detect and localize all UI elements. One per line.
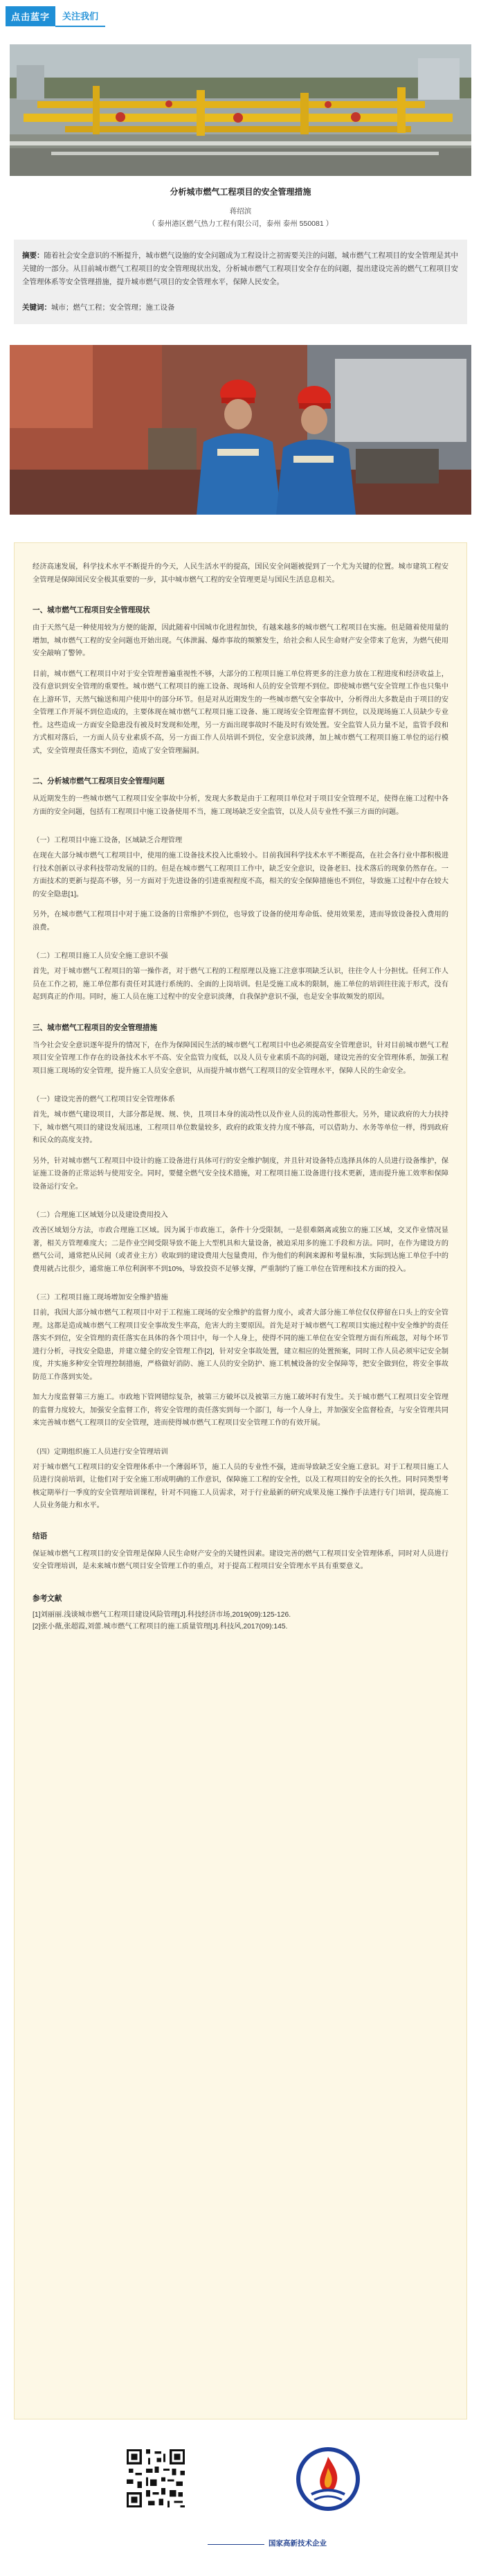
paragraph: 另外，在城市燃气工程项目中对于施工设备的日常维护不到位，也导致了设备的使用寿命低、使用效果差，进而导致设备投入费用的浪费。: [33, 911, 448, 932]
intro-paragraph: 经济高速发展，科学技术水平不断提升的今天，人民生活水平的提高，国民安全问题被提到了一个尤为关键的位置。城市建筑工程安全管理是保障国民安全极其重要的一步，其中城市燃气工程的安全管理更是与国民生活息息相关。: [33, 563, 448, 584]
abstract: [22, 249, 459, 289]
paragraph: 加大力度监督第三方施工。市政地下管网错综复杂，被第三方破坏以及被第三方施工破坏时有发生。关于城市燃气工程项目安全管理的监督力度较大，加强安全监督工作，将安全管理的责任落实到每一个部门，每一个人身上，并加强安全监督检查，与安全管理共同来完善城市燃气工程项目的安全管理，进而使得城市燃气工程项目安全管理工作的有效开展。: [33, 1394, 448, 1427]
top-bar: [0, 0, 481, 28]
workers-photo: [10, 345, 471, 515]
paragraph: 首先，对于城市燃气工程项目的第一操作者，对于燃气工程的工程原理以及施工注意事项缺乏认识，往往令人十分担忧。任何工作人员在工作之初，施工单位都有责任对其进行系统的、全面的上岗培训。但是受施工成本的限制，施工单位的培训往往流于形式，没有起到真正的作用。同时，施工人员在施工过程中的安全意识淡薄，自我保护意识不强，也是安全事故频发的原因。: [33, 968, 448, 1001]
subsection-heading: （一）工程项目中施工设备，区域缺乏合理管理: [33, 837, 183, 844]
conclusion-heading: 结语: [33, 1531, 48, 1540]
keywords: [22, 301, 459, 314]
subsection-heading: （四）定期组织施工人员进行安全管理培训: [33, 1448, 168, 1456]
keywords-text: 城市；燃气工程；安全管理；施工设备: [51, 303, 175, 312]
paragraph: 改善区域划分方法，市政合理施工区域。因为属于市政施工，条件十分受限制，一是很难隔离或独立的施工区域，交叉作业情况显著，相关方管理难度大；二是作业空间受限导致不能上大型机具和大量设备，被迫采用多的施工手段和方法。同时，在作为建设方的燃气公司，通常把从民间（或者业主方）收取到的建设费用大包量费用，作为他们的利润来源和考量标准，实际到达施工单位手中的费用就占比很少，通常施工单位利润率不到10%，导致投资不足够支撑，严重制约了施工单位在管理和技术方面的投入。: [33, 1227, 448, 1273]
paragraph: 另外，针对城市燃气工程项目中设计的施工设备进行具体可行的安全维护制度，并且针对设备特点选择具体的人员进行设备维护，保证施工设备的正常运转与使用安全。同时，要健全燃气安全技术措施，对工程项目施工设备进行技术更新，进而提升施工效率和保障设备运行安全。: [33, 1157, 448, 1191]
paragraph: 对于城市燃气工程项目的安全管理体系中一个薄弱环节，施工人员的专业性不强，进而导致缺乏安全施工意识。对于工程项目施工人员进行岗前培训，让他们对于安全施工形成明确的工作意识，保障施工工程的安全性，以及工程项目的安全的长久性。同时同类型考核定期举行一季度的安全管理培训课程，针对不同施工人员需求，对于行业最新的研究成果及施工操作手法进行专门培训，提高施工人员业务能力和水平。: [33, 1463, 448, 1509]
company-logo-icon: [293, 2444, 363, 2514]
footer: [0, 2440, 481, 2565]
author-name: 蒋绍滨: [229, 207, 252, 215]
reference-item: [1]刘丽丽.浅谈城市燃气工程项目建设风险管理[J].科技经济市场,2019(09):125-126.: [33, 1610, 291, 1619]
click-blue-text-tag[interactable]: 点击蓝字: [6, 6, 55, 26]
paragraph: 首先，城市燃气建设项目，大部分都是规、规、快，且项目本身的流动性以及作业人员的流动性都很大。另外，建议政府的大力扶持下，城市燃气项目的建设发展迅速，工程项目单位数量较多，政府的政策支持力度不够高，可以借助力、水务等单位一样，得到政府和民众的高度支持。: [33, 1111, 448, 1144]
paragraph: 目前，城市燃气工程项目中对于安全管理普遍重视性不够，大部分的工程项目施工单位将更多的注意力放在工程进度和经济收益上，没有意识到安全管理的重要性。城市燃气工程项目的施工设备、现场和人员的安全管理不到位。即使城市燃气安全管理工作也只集中在上游环节，天然气输送和用户使用中的部分环节。但是对从近期发生的一些城市燃气安全事故中，分析得出大多数是由于项目的安全管理工作开展不到位造成的，主要体现在城市燃气工程项目施工设备、施工现场安全管理监督不到位，以及现场施工人员缺少专业性。这些造成一方面安全隐患没有被及时发现和处理，另一方面出现事故时不能及时有效处置。安全监管人员力量不足，监管手段和方式相对落后，一方面人员专业素质不高，另一方面工作人员培训不到位，安全意识淡薄，加上城市燃气工程项目施工单位的运行模式，安全管理责任落实不到位，造成了安全管理漏洞。: [33, 670, 448, 755]
abstract-label: 摘要：: [22, 251, 44, 260]
qr-code-icon[interactable]: [125, 2447, 187, 2510]
section-heading: 二、分析城市燃气工程项目安全管理问题: [33, 777, 165, 785]
subsection-heading: （二）合理施工区域划分以及建设费用投入: [33, 1211, 168, 1219]
paragraph: 从近期发生的一些城市燃气工程项目安全事故中分析，发现大多数是由于工程项目单位对于项目安全管理不足，使得在施工过程中各方面的安全问题，包括有工程项目中施工设备使用不当，施工现场缺乏安全监管，以及人员专业性不强三方面的问题。: [33, 795, 448, 816]
conclusion-paragraph: 保证城市燃气工程项目的安全管理是保障人民生命财产安全的关键性因素。建设完善的燃气工程项目安全管理体系，同时对人员进行安全管理培训，是未来城市燃气项目安全管理工作的重点，对于提高工程项目安全管理水平具有重要意义。: [33, 1549, 448, 1570]
title-block: [0, 186, 481, 229]
paragraph: 在现在大部分城市燃气工程项目中，使用的施工设备技术投入比重较小。目前我国科学技术水平不断提高，在社会各行业中都积极进行技术创新以寻求科技带动发展的目的。但是在城市燃气工程项目工作中，缺乏安全意识，设备老旧、技术落后的现象仍然存在。一方面技术的更新与提高不够，另一方面对于先进设备的引进重视程度不高，相关的安全保障措施也不到位，导致施工过程中存在较大的安全隐患[1]。: [33, 852, 448, 898]
keywords-label: 关键词：: [22, 303, 51, 312]
subsection-heading: （二）工程项目施工人员安全施工意识不强: [33, 952, 168, 960]
subsection-heading: （一）建设完善的燃气工程项目安全管理体系: [33, 1096, 175, 1103]
article-title: 分析城市燃气工程项目的安全管理措施: [170, 187, 311, 197]
section-heading: 三、城市燃气工程项目的安全管理措施: [33, 1023, 158, 1032]
paragraph: 目前，我国大部分城市燃气工程项目中对于工程施工现场的安全维护的监督力度小，或者大部分施工单位仅仅停留在口头上的安全管理。这都是造成城市燃气工程项目安全事故发生率高，危害大的主要原因。首先是对于城市燃气工程项目实施过程中安全维护的责任落实不到位，安全管理的责任落实在具体的各个项目中，每一个人身上，使得不同的施工单位在安全管理方面有所疏忽，对每个环节进行分析，寻找安全隐患，并建立健全的安全管理工作[2]，针对安全事故处置，建立相应的处置预案，同时工作人员必须牢记安全制度，并实施多种安全管理控制措施，严格做好消防、施工人员的安全防护、施工机械设备的安全保障等，把安全做到位，将安全事故防范工作落到实处。: [33, 1309, 448, 1381]
article-body: [14, 542, 467, 2419]
paragraph: 当今社会安全意识逐年提升的情况下，在作为保障国民生活的城市燃气工程项目中也必须提高安全管理意识，针对目前城市燃气工程项目安全管理工作存在的设备技术水平不高、安全监管力度低，以及人员专业素质不高的问题，建设完善的安全管理体系，加强工程项目施工现场的安全管理，提升施工人员安全意识，从而提升城市燃气工程项目的安全管理水平，保障人民的生命安全。: [33, 1041, 448, 1075]
abstract-box: [14, 240, 467, 324]
subsection-heading: （三）工程项目施工现场增加安全维护措施: [33, 1294, 168, 1302]
references-heading: 参考文献: [33, 1594, 62, 1603]
footer-caption: 国家高新技术企业: [264, 2538, 331, 2548]
pipeline-photo: [10, 44, 471, 176]
author-affiliation: （ 泰州港区燃气热力工程有限公司，泰州 泰州 550081 ）: [147, 220, 334, 228]
section-heading: 一、城市燃气工程项目安全管理现状: [33, 606, 150, 614]
follow-us-link[interactable]: 关注我们: [55, 6, 105, 27]
abstract-text: 随着社会安全意识的不断提升，城市燃气设施的安全问题成为工程设计之初需要关注的问题，城市燃气工程项目的安全管理是其中关键的一部分。从目前城市燃气工程项目的安全管理现状出发，分析城市燃气工程项目安全存在的问题，提出建设完善的燃气工程项目安全管理体系等安全管理措施，提升城市燃气项目的安全管理水平，保障人民安全。: [22, 251, 458, 286]
paragraph: 由于天然气是一种使用较为方便的能源，因此随着中国城市化进程加快，有越来越多的城市燃气工程项目在实施。但是随着使用量的增加，城市燃气工程的安全问题也开始出现。气体泄漏、爆炸事故的频繁发生，给社会和人民生命财产安全带来了危害，为燃气使用安全敲响了警钟。: [33, 624, 448, 657]
reference-item: [2]张小薇,张超霞,刘蕾.城市燃气工程项目的施工质量管理[J].科技风,2017(09):145.: [33, 1622, 288, 1631]
